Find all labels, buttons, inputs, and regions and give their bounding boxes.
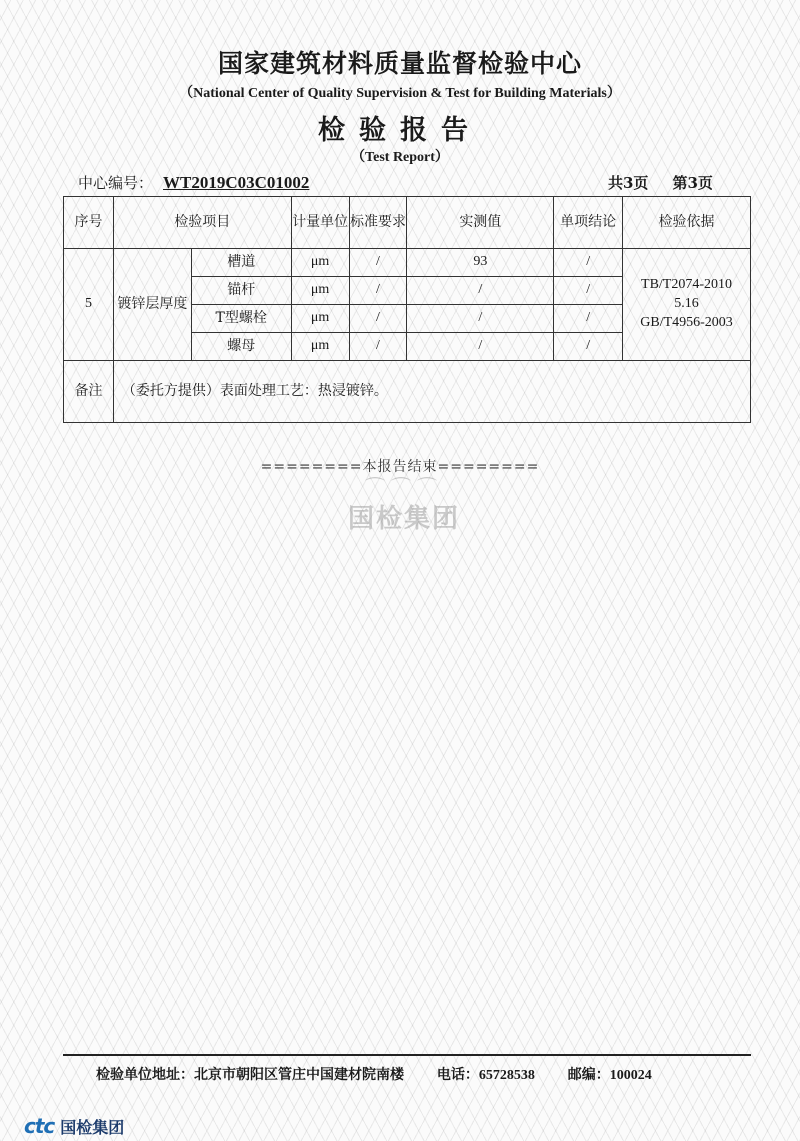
- remark-text: （委托方提供）表面处理工艺：热浸镀锌。: [113, 361, 750, 423]
- subitem-unit: μm: [291, 333, 349, 361]
- stamp-text: 国检集团: [347, 504, 460, 534]
- footer-divider: [63, 1054, 751, 1056]
- phone: 65728538: [478, 1068, 535, 1083]
- basis-line: GB/T4956-2003: [640, 314, 733, 330]
- center-number-label: 中心编号：: [78, 174, 154, 192]
- ctc-logo-icon: ctc: [24, 1114, 55, 1138]
- stamp-arcs-icon: ⌒⌒⌒: [365, 475, 443, 499]
- header-conclusion: 单项结论: [554, 197, 623, 249]
- subitem-measured: /: [407, 305, 554, 333]
- page-number: 第3页: [672, 174, 713, 192]
- report-title-cn: 国家建筑材料质量监督检验中心: [217, 49, 582, 78]
- subitem-unit: μm: [291, 305, 349, 333]
- phone-label: 电话：: [436, 1067, 479, 1083]
- logo-text: 国检集团: [60, 1117, 125, 1137]
- remark-row: [64, 361, 751, 423]
- ctc-logo: [24, 1115, 124, 1137]
- table-row: [64, 249, 751, 277]
- subitem-measured: 93: [407, 249, 554, 277]
- row-item: 镀锌层厚度: [113, 249, 191, 361]
- page-indicator: [608, 172, 737, 193]
- subitem-unit: μm: [291, 277, 349, 305]
- address-label: 检验单位地址：: [96, 1067, 194, 1083]
- center-number: WT2019C03C01002: [163, 173, 310, 192]
- remark-label: 备注: [64, 361, 114, 423]
- subitem-standard: /: [349, 277, 407, 305]
- zip: 100024: [609, 1068, 652, 1083]
- subitem-unit: μm: [291, 249, 349, 277]
- subitem-conclusion: /: [554, 305, 623, 333]
- subitem-measured: /: [407, 333, 554, 361]
- header-measured: 实测值: [407, 197, 554, 249]
- table-header-row: [64, 197, 751, 249]
- center-number-row: [78, 172, 309, 193]
- report-title-en: （National Center of Quality Supervision & Test for Building Materials）: [179, 86, 621, 101]
- header-basis: 检验依据: [623, 197, 751, 249]
- subitem-name: 螺母: [191, 333, 291, 361]
- subitem-conclusion: /: [554, 333, 623, 361]
- watermark-stamp: [336, 476, 472, 544]
- end-of-report-line: ========本报告结束========: [260, 459, 540, 475]
- total-pages: 共3页: [608, 174, 649, 192]
- subitem-conclusion: /: [554, 249, 623, 277]
- subitem-measured: /: [407, 277, 554, 305]
- subitem-conclusion: /: [554, 277, 623, 305]
- header-unit: 计量单位: [291, 197, 349, 249]
- footer-contact: [96, 1064, 652, 1084]
- subitem-standard: /: [349, 249, 407, 277]
- row-basis: [623, 249, 751, 361]
- results-table: [63, 196, 751, 423]
- header-standard: 标准要求: [349, 197, 407, 249]
- report-type-cn: 检验报告: [318, 115, 482, 146]
- header-item: 检验项目: [113, 197, 291, 249]
- subitem-standard: /: [349, 333, 407, 361]
- row-seq: 5: [64, 249, 114, 361]
- report-type-en: （Test Report）: [351, 150, 449, 165]
- subitem-name: T型螺栓: [191, 305, 291, 333]
- basis-line: TB/T2074-2010: [641, 277, 733, 293]
- basis-line: 5.16: [674, 296, 699, 312]
- header-seq: 序号: [64, 197, 114, 249]
- subitem-name: 槽道: [191, 249, 291, 277]
- subitem-name: 锚杆: [191, 277, 291, 305]
- subitem-standard: /: [349, 305, 407, 333]
- zip-label: 邮编：: [567, 1067, 610, 1083]
- address: 北京市朝阳区管庄中国建材院南楼: [194, 1067, 404, 1083]
